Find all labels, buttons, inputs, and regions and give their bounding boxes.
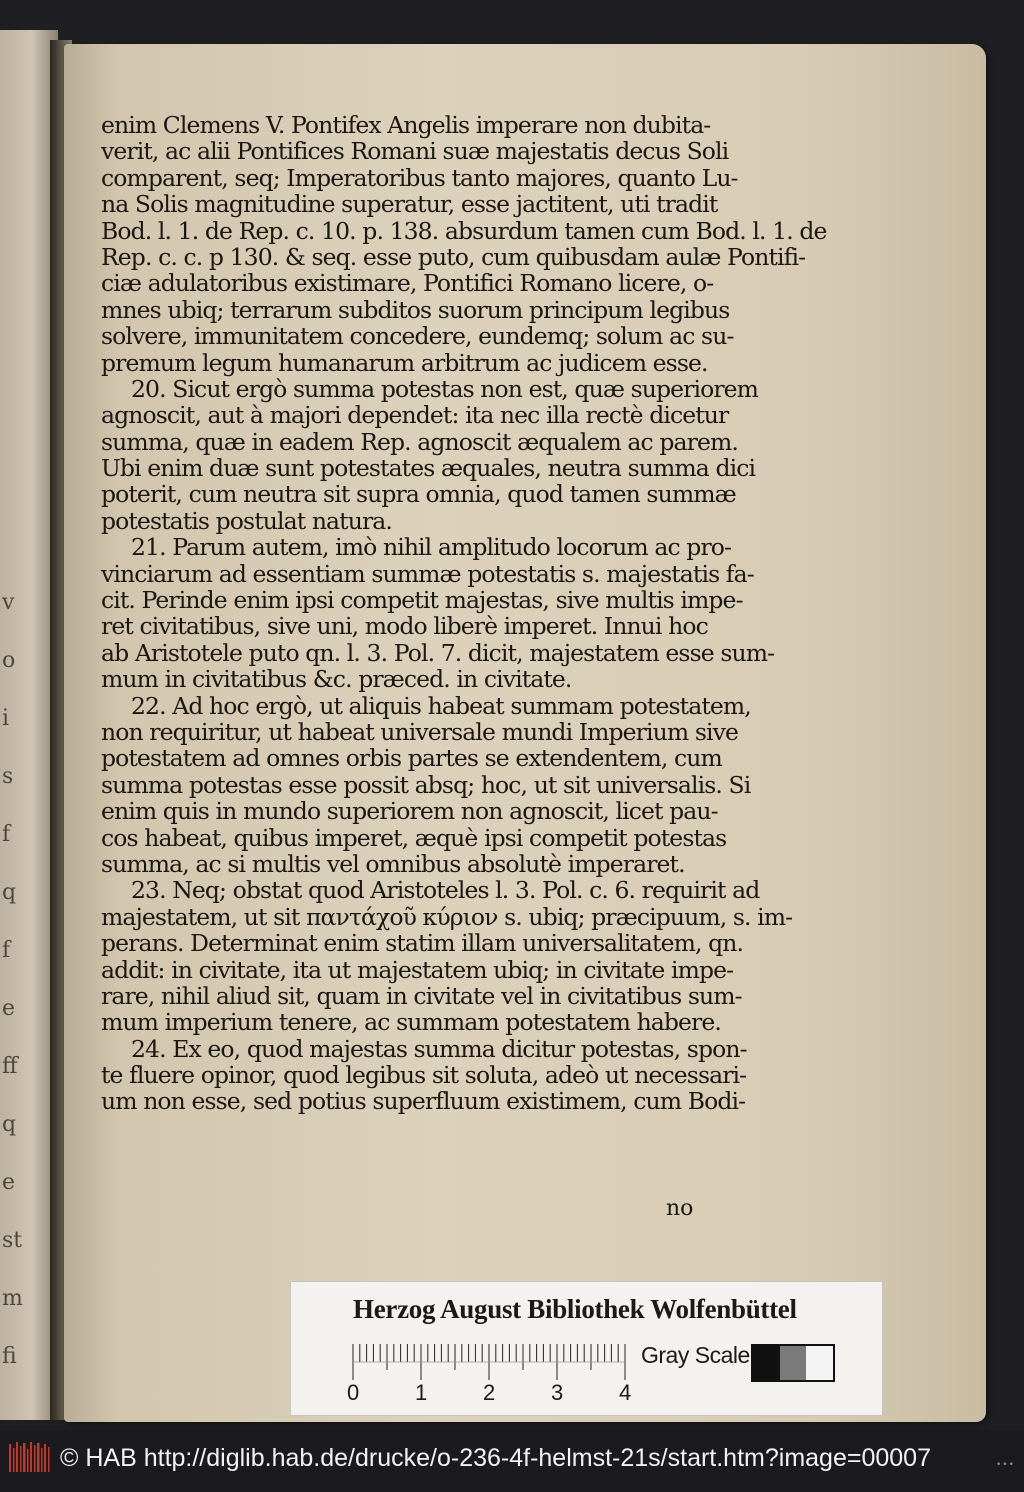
text-line: non requiritur, ut habeat universale mundi Imperium sive: [101, 717, 738, 746]
ruler-number: 1: [415, 1380, 428, 1405]
text-line: um non esse, sed potius superfluum existimem, cum Bodi-: [101, 1087, 746, 1116]
gray-swatch: [780, 1346, 807, 1380]
left-page-glyph: e: [2, 996, 16, 1021]
page-text-block: [101, 111, 827, 1116]
text-line: enim Clemens V. Pontifex Angelis imperare non dubita-: [101, 111, 711, 139]
gray-swatch: [806, 1346, 833, 1380]
left-page-glyph: i: [2, 706, 10, 731]
text-line: summa potestas esse possit absq; hoc, ut sit universalis. Si: [101, 770, 751, 799]
text-line: majestatem, ut sit παντάχοῦ κύριον s. ubiq; præcipuum, s. im-: [101, 902, 793, 931]
left-page-glyph: fi: [2, 1344, 17, 1369]
left-page-glyph: f: [2, 938, 11, 963]
text-line: cos habeat, quibus imperet, æquè ipsi competit potestas: [101, 823, 727, 852]
reference-card: [290, 1281, 883, 1416]
library-name: Herzog August Bibliothek Wolfenbüttel: [353, 1294, 797, 1324]
gray-scale-label: Gray Scale: [641, 1342, 750, 1368]
menu-dots-icon[interactable]: •••: [996, 1460, 1015, 1470]
text-line: perans. Determinat enim statim illam universalitatem, qn.: [101, 929, 744, 958]
text-line: summa, quæ in eadem Rep. agnoscit æqualem ac parem.: [101, 427, 738, 456]
text-line: poterit, cum neutra sit supra omnia, quod tamen summæ: [101, 480, 736, 509]
text-line: 20. Sicut ergò summa potestas non est, quæ superiorem: [131, 374, 759, 403]
catchword: no: [666, 1196, 694, 1221]
ruler-number: 0: [347, 1380, 360, 1405]
text-line: potestatem ad omnes orbis partes se extendentem, cum: [101, 744, 722, 773]
gray-scale-swatches: [751, 1344, 835, 1382]
text-line: rare, nihil aliud sit, quam in civitate vel in civitatibus sum-: [101, 981, 742, 1010]
text-line: ab Aristotele puto qn. l. 3. Pol. 7. dicit, majestatem esse sum-: [101, 638, 775, 667]
text-line: solvere, immunitatem concedere, eundemq; solum ac su-: [101, 322, 734, 351]
left-page-glyph: e: [2, 1170, 16, 1195]
text-line: 23. Neq; obstat quod Aristoteles l. 3. Pol. c. 6. requirit ad: [131, 876, 760, 905]
hab-barcode-logo-icon: [8, 1440, 50, 1476]
left-page-glyph: v: [2, 590, 15, 615]
text-line: Rep. c. c. p 130. & seq. esse puto, cum quibusdam aulæ Pontifi-: [101, 242, 806, 271]
text-line: Bod. l. 1. de Rep. c. 10. p. 138. absurdum tamen cum Bod. l. 1. de: [101, 216, 827, 245]
text-line: cit. Perinde enim ipsi competit majestas, sive multis impe-: [101, 586, 743, 615]
text-line: agnoscit, aut à majori dependet: ita nec illa rectè dicetur: [101, 401, 729, 430]
left-page-glyph: q: [2, 880, 17, 905]
text-line: mum in civitatibus &c. præced. in civitate.: [101, 665, 572, 694]
left-page-glyph: q: [2, 1112, 17, 1137]
text-line: ret civitatibus, sive uni, modo liberè imperet. Innui hoc: [101, 612, 708, 641]
left-page-glyph: f: [2, 822, 11, 847]
left-page-glyph: m: [2, 1286, 23, 1311]
text-line: mum imperium tenere, ac summam potestatem habere.: [101, 1008, 721, 1037]
text-line: enim quis in mundo superiorem non agnoscit, licet pau-: [101, 797, 718, 826]
left-page-glyph: ff: [2, 1054, 18, 1079]
text-line: 22. Ad hoc ergò, ut aliquis habeat summam potestatem,: [131, 691, 751, 720]
text-line: mnes ubiq; terrarum subditos suorum principum legibus: [101, 295, 730, 324]
text-line: na Solis magnitudine superatur, esse jactitent, uti tradit: [101, 190, 718, 219]
text-line: te fluere opinor, quod legibus sit soluta, adeò ut necessari-: [101, 1061, 747, 1090]
text-line: premum legum humanarum arbitrum ac judicem esse.: [101, 348, 708, 377]
text-line: summa, ac si multis vel omnibus absolutè imperaret.: [101, 849, 685, 878]
ruler-number: 2: [483, 1380, 496, 1405]
text-line: verit, ac alii Pontifices Romani suæ majestatis decus Soli: [101, 137, 729, 166]
footer-bar: [0, 1430, 1024, 1492]
text-line: 21. Parum autem, imò nihil amplitudo locorum ac pro-: [131, 533, 732, 562]
ruler-scale: [353, 1344, 625, 1380]
text-line: addit: in civitate, ita ut majestatem ubiq; in civitate impe-: [101, 955, 734, 984]
ruler-number: 4: [619, 1380, 632, 1405]
text-line: 24. Ex eo, quod majestas summa dicitur potestas, spon-: [131, 1034, 747, 1063]
text-line: potestatis postulat natura.: [101, 506, 392, 535]
text-line: comparent, seq; Imperatoribus tanto majores, quanto Lu-: [101, 163, 738, 192]
text-line: ciæ adulatoribus existimare, Pontifici Romano licere, o-: [101, 269, 714, 298]
copyright-url[interactable]: © HAB http://diglib.hab.de/drucke/o-236-4f-helmst-21s/start.htm?image=00007: [60, 1444, 931, 1472]
left-page-glyph: o: [2, 648, 16, 673]
left-page-glyph: st: [2, 1228, 23, 1253]
text-line: Ubi enim duæ sunt potestates æquales, neutra summa dici: [101, 454, 756, 483]
gray-swatch: [753, 1346, 780, 1380]
ruler-number: 3: [551, 1380, 564, 1405]
left-page-glyph: s: [2, 764, 14, 789]
text-line: vinciarum ad essentiam summæ potestatis s. majestatis fa-: [101, 559, 754, 588]
